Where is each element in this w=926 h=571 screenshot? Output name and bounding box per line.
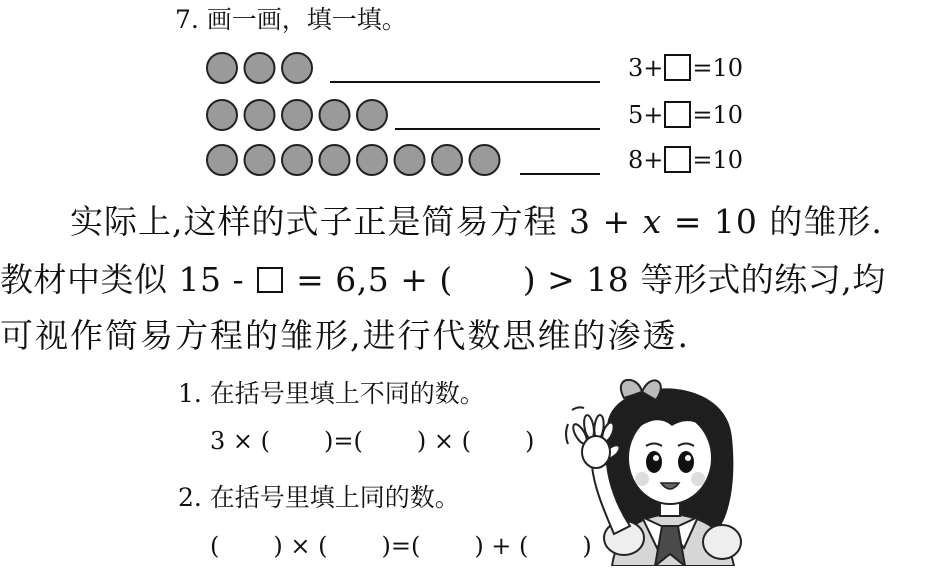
line2-before: 教材中类似 15 -: [0, 260, 256, 299]
line2-after: ) > 18 等形式的练习,均: [522, 260, 886, 299]
circle: [245, 145, 275, 175]
paragraph-line-3: 可视作简易方程的雏形,进行代数思维的渗透.: [0, 316, 690, 355]
equation-addend: 8+: [628, 146, 664, 174]
exercise-7-title: 7. 画一画，填一填。: [175, 5, 407, 34]
variable-x: x: [642, 202, 663, 241]
eye-highlight: [653, 455, 659, 461]
circle: [395, 145, 425, 175]
expression-part: ): [524, 427, 535, 455]
equation-addend: 3+: [628, 54, 664, 82]
exercise-2-label: 2. 在括号里填上同的数。: [178, 483, 460, 512]
exercise-2-expression: [210, 530, 592, 562]
expression-part: ): [582, 532, 592, 560]
circle: [282, 53, 312, 83]
exercise-1-label: 1. 在括号里填上不同的数。: [178, 379, 485, 408]
expression-part: ) + (: [474, 532, 529, 560]
circle: [245, 100, 275, 130]
answer-line: [395, 128, 600, 130]
equation: [628, 52, 743, 84]
answer-box: [664, 54, 691, 81]
exercise-1-expression: [210, 425, 534, 457]
equation-result: =10: [692, 101, 744, 129]
equation: [628, 99, 743, 131]
equation-result: =10: [692, 146, 744, 174]
circle: [320, 100, 350, 130]
girl-sleeve-right: [703, 525, 741, 559]
line2-middle: = 6,5 + (: [285, 260, 453, 299]
girl-cheek-right: [691, 472, 705, 486]
expression-part: )=(: [381, 532, 421, 560]
circle: [207, 145, 237, 175]
paragraph-line-1: [70, 202, 883, 242]
circle-group-2: [204, 97, 396, 133]
circle: [207, 100, 237, 130]
exercise-7-row-2: [0, 97, 926, 133]
expression-part: )=(: [324, 427, 363, 455]
equation: [628, 144, 743, 176]
circle: [357, 145, 387, 175]
answer-line: [330, 81, 600, 83]
expression-part: (: [210, 532, 220, 560]
circle: [245, 53, 275, 83]
equation-addend: 5+: [628, 101, 664, 129]
line1-after: = 10 的雏形.: [662, 202, 883, 241]
girl-cheek-left: [635, 472, 649, 486]
exercise-7-row-1: [0, 50, 926, 86]
expression-part: 3 × (: [210, 427, 270, 455]
circle: [282, 145, 312, 175]
circle: [357, 100, 387, 130]
answer-line: [520, 173, 600, 175]
circle: [282, 100, 312, 130]
circle-group-1: [204, 50, 321, 86]
circle: [432, 145, 462, 175]
paragraph-line-2: [0, 260, 886, 300]
circle: [207, 53, 237, 83]
answer-box: [664, 101, 691, 128]
expression-part: ) × (: [273, 532, 328, 560]
waving-girl-icon: [562, 366, 747, 566]
exercise-7-row-3: [0, 142, 926, 178]
answer-box: [664, 146, 691, 173]
circle: [320, 145, 350, 175]
line1-before: 实际上,这样的式子正是简易方程 3 +: [70, 202, 643, 241]
eye-highlight: [685, 455, 691, 461]
girl-eye-right: [678, 451, 694, 473]
circle-group-3: [204, 142, 508, 178]
expression-part: ) × (: [416, 427, 471, 455]
equation-result: =10: [692, 54, 744, 82]
circle: [470, 145, 500, 175]
girl-eye-left: [646, 451, 662, 473]
blank-box: [257, 267, 283, 293]
